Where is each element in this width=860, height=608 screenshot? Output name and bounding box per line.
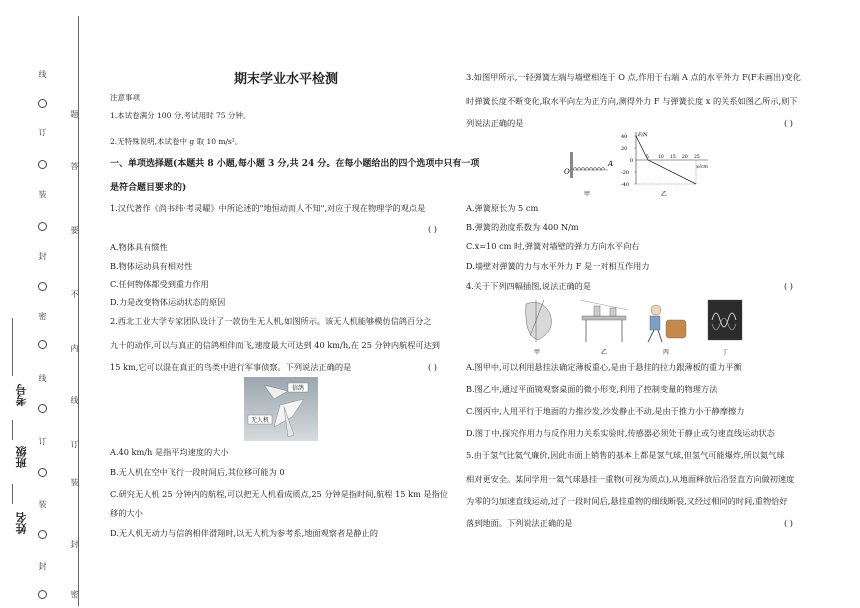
question-stem: 5.由于氢气比氦气廉价,因此市面上销售的基本上都是氢气球,但氢气可能爆炸,所以氦气球 [466, 450, 785, 460]
pigeon-label: 信鸽 [291, 385, 305, 392]
section-heading: 一、单项选择题(本题共 8 小题,每小题 3 分,共 24 分。在每小题给出的四个选项中只有一项 [110, 159, 480, 169]
binding-char: 封 [38, 252, 47, 260]
option-cont: 移的大小 [110, 508, 143, 518]
x-tick-label: 10 [658, 155, 664, 160]
binding-char: 装 [38, 190, 47, 198]
binding-char: 订 [70, 440, 79, 448]
binding-char: 答 [70, 162, 79, 170]
option: A.物体具有惯性 [110, 242, 168, 252]
binding-hole [38, 530, 47, 539]
binding-char: 密 [38, 312, 47, 320]
binding-hole [38, 222, 47, 231]
option: D.图丁中,探究作用力与反作用力关系实验时,传感器必须处于静止或匀速直线运动状态 [466, 428, 775, 438]
drone-label: 无人机 [250, 417, 270, 424]
caption-ding: 丁 [721, 349, 729, 356]
answer-paren: ( ) [428, 362, 437, 372]
field-line [12, 318, 13, 376]
binding-hole [38, 404, 47, 413]
illustration-d [708, 300, 742, 356]
binding-char: 线 [38, 374, 47, 382]
option: B.图乙中,通过平面镜观察桌面的微小形变,利用了控制变量的物理方法 [466, 384, 718, 394]
question-stem: 相对更安全。某同学用一氦气球悬挂一重物(可视为质点),从地面释放后沿竖直方向做初速度 [466, 474, 795, 484]
option: B.无人机在空中飞行一段时间后,其位移可能为 0 [110, 467, 285, 477]
wall [570, 152, 573, 178]
option: D.无人机无动力与信鸽相伴滑翔时,以无人机为参考系,地面观察者是静止的 [110, 528, 378, 538]
x-tick-label: 20 [682, 155, 688, 160]
y-tick-label: -40 [621, 182, 630, 188]
caption-b: 乙 [661, 191, 668, 198]
section-heading-cont: 是符合题目要求的) [110, 183, 187, 193]
answer-paren: ( ) [784, 281, 793, 291]
binding-char: 订 [38, 128, 47, 136]
answer-paren: ( ) [784, 518, 793, 528]
spring [573, 168, 605, 171]
option: B.弹簧的劲度系数为 400 N/m [466, 222, 579, 232]
question-stem: 落到地面。下列说法正确的是 [466, 518, 573, 528]
illustration-a [526, 300, 552, 356]
question-stem: 九十的动作,可以与真正的信鸽相伴而飞,速度最大可达到 40 km/h,在 25 分钟内航程可达到 [110, 340, 440, 350]
binding-char: 线 [38, 70, 47, 78]
binding-hole [38, 282, 47, 291]
drone-pigeon-photo [244, 377, 318, 441]
note-item: 1.本试卷满分 100 分,考试用时 75 分钟。 [110, 111, 251, 120]
y-axis-label: F/N [638, 132, 648, 138]
question-stem: 为零的匀加速直线运动,过了一段时间后,悬挂重物的细线断裂,又经过相同的时间,重物恰好 [466, 496, 788, 506]
binding-char: 装 [70, 478, 79, 486]
binding-char: 订 [38, 437, 47, 445]
illustration-b [580, 300, 628, 356]
binding-char: 要 [70, 226, 79, 234]
question-stem: 3.如图甲所示,一轻弹簧左端与墙壁相连于 O 点,作用于右端 A 点的水平外力 F(F未画出)变化 [466, 72, 801, 82]
class-label: 班级 [15, 446, 28, 468]
question-stem: 1.汉代著作《尚书纬·考灵曜》中所论述的"地恒动而人不知",对应于现在物理学的观点是 [110, 203, 426, 213]
four-illustrations [520, 296, 750, 356]
option: A.图甲中,可以利用悬挂法确定薄板重心,是由于悬挂的拉力跟薄板的重力平衡 [466, 362, 742, 372]
caption-jia: 甲 [533, 349, 541, 356]
binding-char: 内 [70, 344, 79, 352]
binding-char: 题 [70, 110, 79, 118]
option: C.图丙中,人用平行于地面的力推沙发,沙发静止不动,是由于推力小于静摩擦力 [466, 406, 745, 416]
y-tick-label: 40 [621, 134, 628, 140]
binding-char: 封 [70, 540, 79, 548]
note-item: 2.无特殊说明,本试卷中 g 取 10 m/s²。 [110, 137, 243, 146]
binding-char: 不 [70, 290, 79, 298]
binding-hole [38, 340, 47, 349]
illustration-c [648, 305, 686, 356]
question-stem: 2.西北工业大学专家团队设计了一款仿生无人机,如图所示。该无人机能够模仿信鸽百分之 [110, 316, 432, 326]
x-tick-label: 25 [694, 155, 700, 160]
option: C.研究无人机 25 分钟内的航程,可以把无人机看成质点,25 分钟是指时间,航程 15 km 是指位 [110, 489, 448, 499]
point-o-label: O [564, 168, 570, 176]
y-tick-label: 20 [621, 146, 628, 152]
binding-char: 封 [38, 562, 47, 570]
option: C.任何物体都受到重力作用 [110, 279, 209, 289]
x-tick-label: 15 [670, 155, 676, 160]
field-line [12, 420, 13, 440]
force-length-graph [618, 128, 718, 198]
caption-bing: 丙 [662, 349, 670, 356]
question-stem: 4.关于下列四幅插图,说法正确的是 [466, 281, 592, 291]
binding-char: 线 [70, 396, 79, 404]
caption-a: 甲 [584, 191, 591, 198]
y-tick-label: -20 [621, 170, 630, 176]
page-title: 期末学业水平检测 [233, 72, 338, 87]
x-tick-label: 5 [646, 155, 649, 160]
notes-heading: 注意事项 [110, 93, 140, 102]
exam-no-label: 考号 [15, 384, 28, 406]
origin-label: 0 [630, 158, 634, 164]
question-stem: 列说法正确的是 [466, 118, 524, 128]
option: C.x=10 cm 时,弹簧对墙壁的弹力方向水平向右 [466, 241, 640, 251]
option: A.弹簧原长为 5 cm [466, 203, 539, 213]
answer-paren: ( ) [784, 118, 793, 128]
x-axis-label: x/cm [696, 164, 709, 170]
option: B.物体运动具有相对性 [110, 261, 193, 271]
binding-hole [38, 590, 47, 599]
binding-hole [38, 99, 47, 108]
binding-hole [38, 160, 47, 169]
binding-char: 密 [70, 590, 79, 598]
question-stem: 15 km,它可以混在真正的鸟类中进行军事侦察。下列说法正确的是 [110, 362, 352, 372]
option: D.墙壁对弹簧的力与水平外力 F 是一对相互作用力 [466, 261, 650, 271]
point-a-label: A [608, 160, 614, 168]
answer-paren: ( ) [428, 224, 437, 234]
question-stem: 时弹簧长度不断变化,取水平向左为正方向,测得外力 F 与弹簧长度 x 的关系如图乙所示,则下 [466, 96, 798, 106]
caption-yi: 乙 [600, 349, 608, 356]
binding-line [78, 16, 79, 606]
field-line [12, 484, 13, 504]
name-label: 姓名 [15, 512, 28, 534]
binding-hole [38, 468, 47, 477]
option: A.40 km/h 是指平均速度的大小 [110, 447, 229, 457]
option: D.力是改变物体运动状态的原因 [110, 297, 226, 307]
binding-char: 装 [38, 500, 47, 508]
